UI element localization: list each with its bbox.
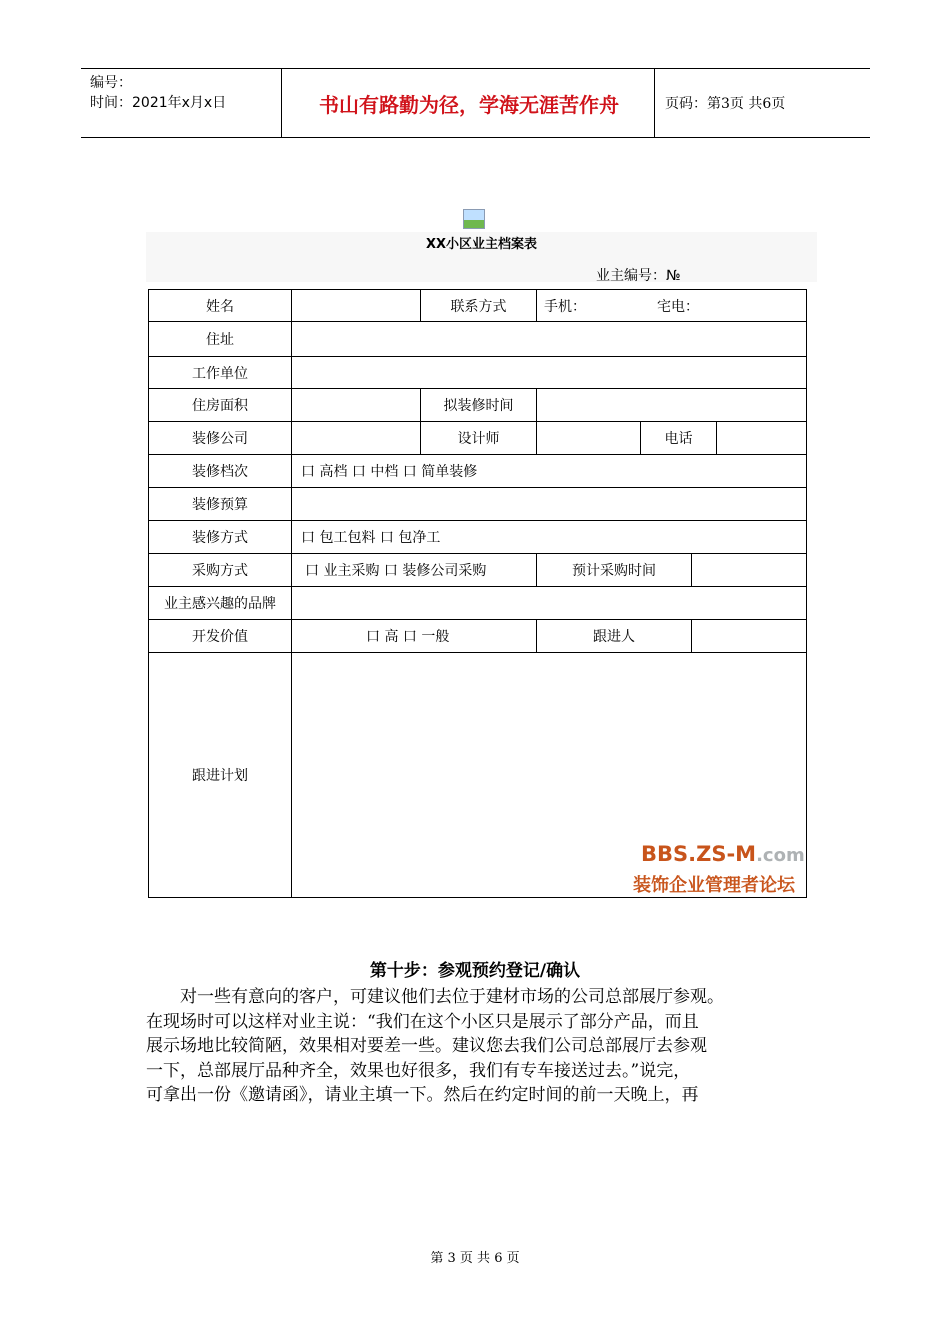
table-line xyxy=(806,289,807,898)
label-follow-plan: 跟进计划 xyxy=(192,768,248,784)
label-deco-grade: 装修档次 xyxy=(192,464,248,480)
body-paragraph xyxy=(146,985,810,1108)
purchase-options: 口 业主采购 口 装修公司采购 xyxy=(305,563,487,579)
label-planned-time: 拟装修时间 xyxy=(443,398,514,414)
table-line xyxy=(691,619,692,653)
table-line xyxy=(148,897,807,898)
label-home-phone: 宅电： xyxy=(657,298,699,315)
label-deco-company: 装修公司 xyxy=(192,431,248,447)
page-header xyxy=(81,68,870,138)
watermark-site xyxy=(641,842,805,866)
table-line xyxy=(291,289,292,898)
table-line xyxy=(691,553,692,587)
header-page-label: 页码：第3页 共6页 xyxy=(665,96,786,112)
label-planned-purchase-time: 预计采购时间 xyxy=(572,563,656,579)
label-dev-value: 开发价值 xyxy=(192,629,248,645)
table-line xyxy=(716,421,717,455)
watermark-site-main: BBS.ZS-M xyxy=(641,842,757,866)
paragraph-line: 对一些有意向的客户，可建议他们去位于建材市场的公司总部展厅参观。 xyxy=(146,987,724,1007)
label-deco-method: 装修方式 xyxy=(192,530,248,546)
watermark-forum: 装饰企业管理者论坛 xyxy=(633,875,795,896)
table-line xyxy=(536,388,537,455)
label-designer: 设计师 xyxy=(457,431,500,447)
header-divider xyxy=(281,69,282,137)
label-work-unit: 工作单位 xyxy=(192,365,248,382)
label-deco-budget: 装修预算 xyxy=(192,497,248,513)
label-contact: 联系方式 xyxy=(450,298,507,315)
time-label: 时间：2021年x月x日 xyxy=(90,95,227,111)
deco-method-options: 口 包工包料 口 包净工 xyxy=(301,530,441,546)
paragraph-line: 可拿出一份《邀请函》，请业主填一下。然后在约定时间的前一天晚上，再 xyxy=(146,1085,699,1105)
paragraph-line: 一下，总部展厅品种齐全，效果也好很多，我们有专车接送过去。”说完， xyxy=(146,1060,691,1081)
step-title: 第十步：参观预约登记/确认 xyxy=(369,961,581,981)
label-mobile: 手机： xyxy=(544,298,586,315)
label-housing-area: 住房面积 xyxy=(192,398,248,414)
dev-value-options: 口 高 口 一般 xyxy=(366,629,450,645)
paragraph-line: 展示场地比较简陋，效果相对要差一些。建议您去我们公司总部展厅去参观 xyxy=(146,1036,707,1056)
watermark-site-suffix: .com xyxy=(756,845,805,866)
label-phone: 电话 xyxy=(664,431,693,447)
table-line xyxy=(536,289,537,322)
label-name: 姓名 xyxy=(206,298,234,315)
header-meta xyxy=(90,73,226,113)
owner-number: 业主编号：№ xyxy=(596,268,681,284)
label-purchase-method: 采购方式 xyxy=(192,563,248,579)
label-follower: 跟进人 xyxy=(593,629,635,645)
number-label: 编号： xyxy=(90,75,132,91)
deco-grade-options: 口 高档 口 中档 口 简单装修 xyxy=(301,464,478,480)
header-motto: 书山有路勤为径，学海无涯苦作舟 xyxy=(319,92,619,117)
image-placeholder-icon xyxy=(463,209,485,229)
form-title: XX小区业主档案表 xyxy=(425,237,538,252)
label-brands: 业主感兴趣的品牌 xyxy=(164,596,276,612)
paragraph-line: 在现场时可以这样对业主说：“我们在这个小区只是展示了部分产品，而且 xyxy=(146,1011,699,1032)
label-address: 住址 xyxy=(206,332,234,348)
page-footer: 第 3 页 共 6 页 xyxy=(430,1251,520,1266)
